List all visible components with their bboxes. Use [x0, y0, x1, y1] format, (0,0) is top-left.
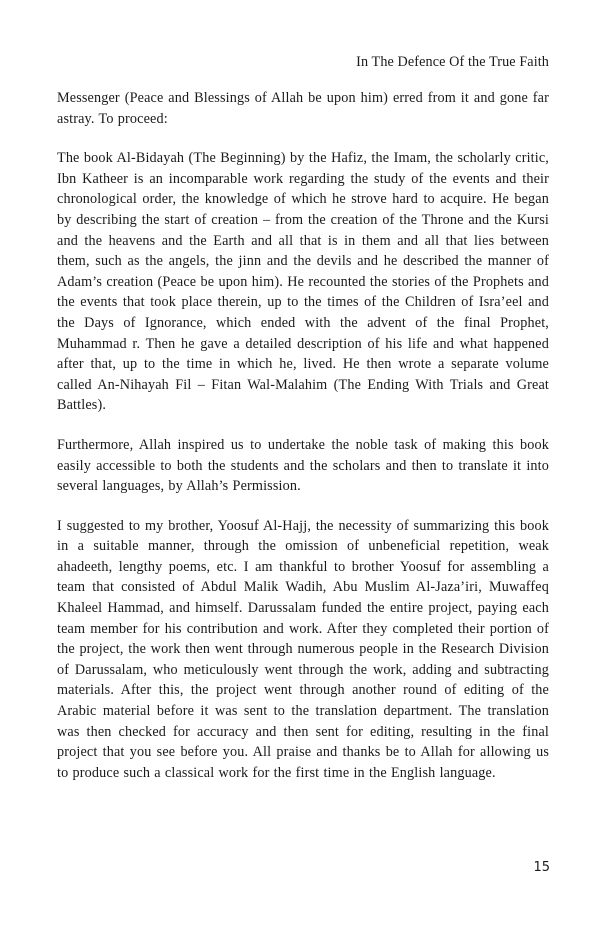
paragraph-2: The book Al-Bidayah (The Beginning) by the Hafiz, the Imam, the scholarly critic, Ibn Katheer is an incomparable work regarding the study of the events and their chronological order, the knowledge of which he strove hard to acquire. He began by describing the start of creation – from the creation of the Throne and the Kursi and the heavens and the Earth and all that is in them and all that lies between them, such as the angels, the jinn and the devils and he described the manner of Adam’s creation (Peace be upon him). He recounted the stories of the Prophets and the events that took place therein, up to the times of the Children of Isra’eel and the Days of Ignorance, which ended with the advent of the final Prophet, Muhammad r. Then he gave a detailed description of his life and what happened after that, up to the time in which he, lived. He then wrote a separate volume called An-Nihayah Fil – Fitan Wal-Malahim (The Ending With Trials and Great Battles). — [57, 150, 549, 414]
body-text — [57, 88, 549, 802]
running-header: In The Defence Of the True Faith — [356, 54, 549, 70]
paragraph-1: Messenger (Peace and Blessings of Allah be upon him) erred from it and gone far astray. To proceed: — [57, 90, 549, 127]
paragraph-3: Furthermore, Allah inspired us to undertake the noble task of making this book easily accessible to both the students and the scholars and then to translate it into several languages, by Allah’s Permission. — [57, 436, 549, 495]
paragraph-4: I suggested to my brother, Yoosuf Al-Hajj, the necessity of summarizing this book in a suitable manner, through the omission of unbeneficial repetition, weak ahadeeth, lengthy poems, etc. I am thankful to brother Yoosuf for assembling a team that consisted of Abdul Malik Wadih, Abu Muslim Al-Jaza’iri, Muwaffeq Khaleel Hammad, and himself. Darussalam funded the entire project, paying each team member for his contribution and work. After they completed their portion of the project, the work then went through numerous people in the Research Division of Darussalam, who meticulously went through the work, adding and subtracting materials. After this, the project went through another round of editing of the Arabic material before it was sent to the translation department. The translation was then checked for accuracy and then sent for editing, resulting in the final project that you see before you. All praise and thanks be to Allah for allowing us to produce such a classical work for the first time in the English language. — [57, 517, 549, 781]
page-number: 15 — [533, 860, 550, 875]
